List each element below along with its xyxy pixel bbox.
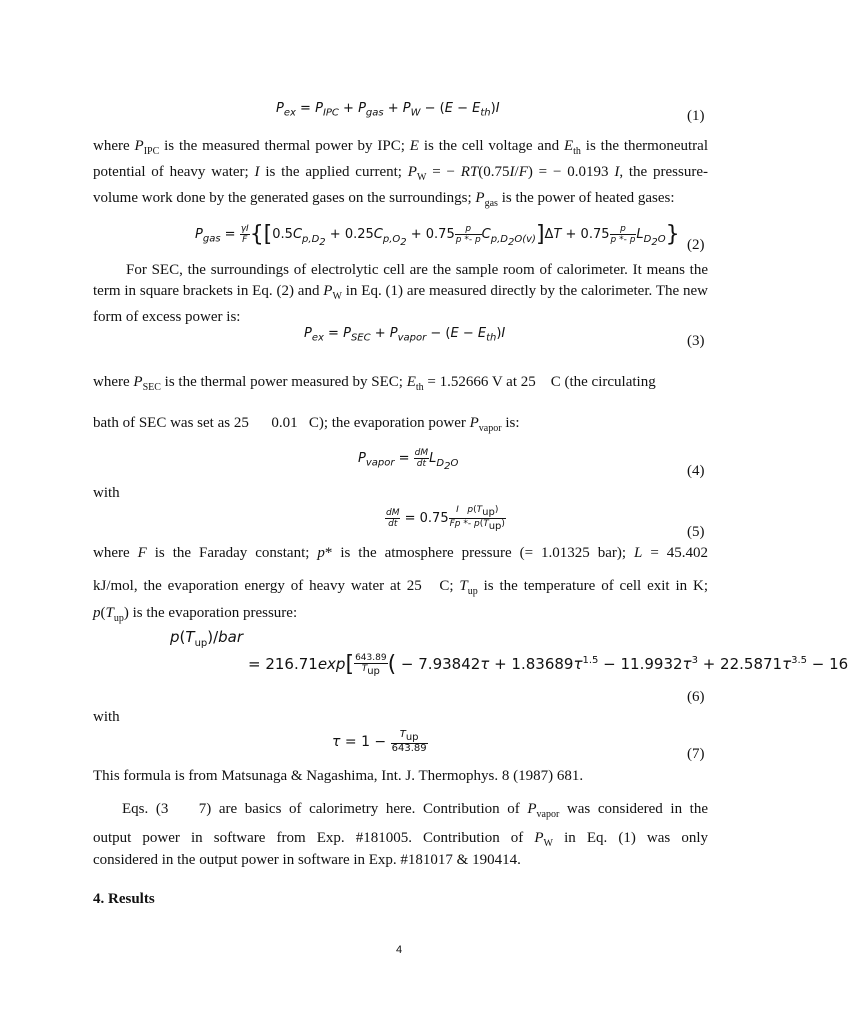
equation-3-number: (3) (687, 333, 705, 349)
text-line-sec-1: where $P_{SEC}$ is the thermal power measured by SEC; $E_{th} = 1.52666$ V at 25 C (the circulating (93, 374, 656, 393)
equation-7-number: (7) (687, 746, 705, 762)
equation-6-lhs: $p(T_{up})$/bar (170, 628, 244, 649)
page-number: 4 (396, 944, 403, 956)
equation-1-number: (1) (687, 108, 705, 124)
equation-5: $\frac{dM}{dt}$ = 0.75 $\frac{I p(T_{up})}{Fp *- p(T_{up})}$ (386, 505, 505, 532)
equation-5-number: (5) (687, 524, 705, 540)
text-line-faraday-2: kJ/mol, the evaporation energy of heavy water at 25 C; $T_{up}$ is the temperature of cell exit in K; (93, 578, 708, 597)
text-line-eqs-1: Eqs. (3 7) are basics of calorimetry here. Contribution of $P_{vapor}$ was considered in the (122, 801, 709, 820)
equation-6-number: (6) (687, 689, 705, 705)
text-with-2: with (93, 709, 120, 725)
text-line-eqs-2: output power in software from Exp. #181005. Contribution of $P_W$ in Eq. (1) was only (93, 830, 708, 849)
reference-line: This formula is from Matsunaga & Nagashima, Int. J. Thermophys. 8 (1987) 681. (93, 768, 584, 784)
text-line-faraday-1: where F is the Faraday constant; p* is the atmosphere pressure (= 1.01325 bar); L = 45.402 (93, 545, 708, 561)
equation-1: $P_{ex} = P_{IPC} + P_{gas} + P_W - (E - E_{th})I$ (276, 101, 500, 119)
text-line-eqs-3: considered in the output power in software in Exp. #181017 & 190414. (93, 852, 521, 868)
text-with-1: with (93, 485, 120, 501)
equation-7: τ = 1 − $\frac{T_{up}}{643.89}$ (332, 729, 427, 754)
equation-3: $P_{ex} = P_{SEC} + P_{vapor} - (E - E_{th})I$ (304, 326, 506, 344)
text-line-faraday-3: $p(T_{up})$ is the evaporation pressure: (93, 605, 298, 624)
section-heading: 4. Results (93, 891, 155, 907)
equation-2: $P_{gas}$ = $\frac{\gamma I}{F}$ {[$0.5C_{p,D_2} + 0.25C_{p,O_2} + 0.75$ $\frac{p}{p *- p}$ $C_{p,D_2O(v)}]\Delta T + 0.75$ $\frac{p}{p *- p}$ $L_{D_2O}$} (195, 222, 680, 248)
equation-4: $P_{vapor}$ = $\frac{dM}{dt}$ $L_{D_2O}$ (358, 448, 459, 472)
paragraph-ipc: where $P_{IPC}$ is the measured thermal power by IPC; E is the cell voltage and $E_{th}$ is the thermoneutral potential of heavy water; I is the applied current; $P_W$ = − RT(0.75I/F) = − 0.0193 I, the pressure-volume work done by the generated gases on the surroundings; $P_{gas}$ is the power of heated gases: (93, 138, 708, 209)
paragraph-sec: For SEC, the surroundings of electrolytic cell are the sample room of calorimeter. It means the term in square brackets in Eq. (2) and $P_W$ in Eq. (1) are measured directly by the calorimeter. The new form of excess power is: (93, 262, 708, 325)
text-line-sec-2: bath of SEC was set as 25 0.01 C); the evaporation power $P_{vapor}$ is: (93, 415, 520, 434)
equation-6-rhs: = 216.71exp[ $\frac{643.89}{T_{up}}$ ( − $7.93842\tau + 1.83689\tau^{1.5} - 11.9932\tau^3 + 22.5871\tau^{3.5} - 16$ (248, 652, 848, 677)
equation-4-number: (4) (687, 463, 705, 479)
equation-2-number: (2) (687, 237, 705, 253)
